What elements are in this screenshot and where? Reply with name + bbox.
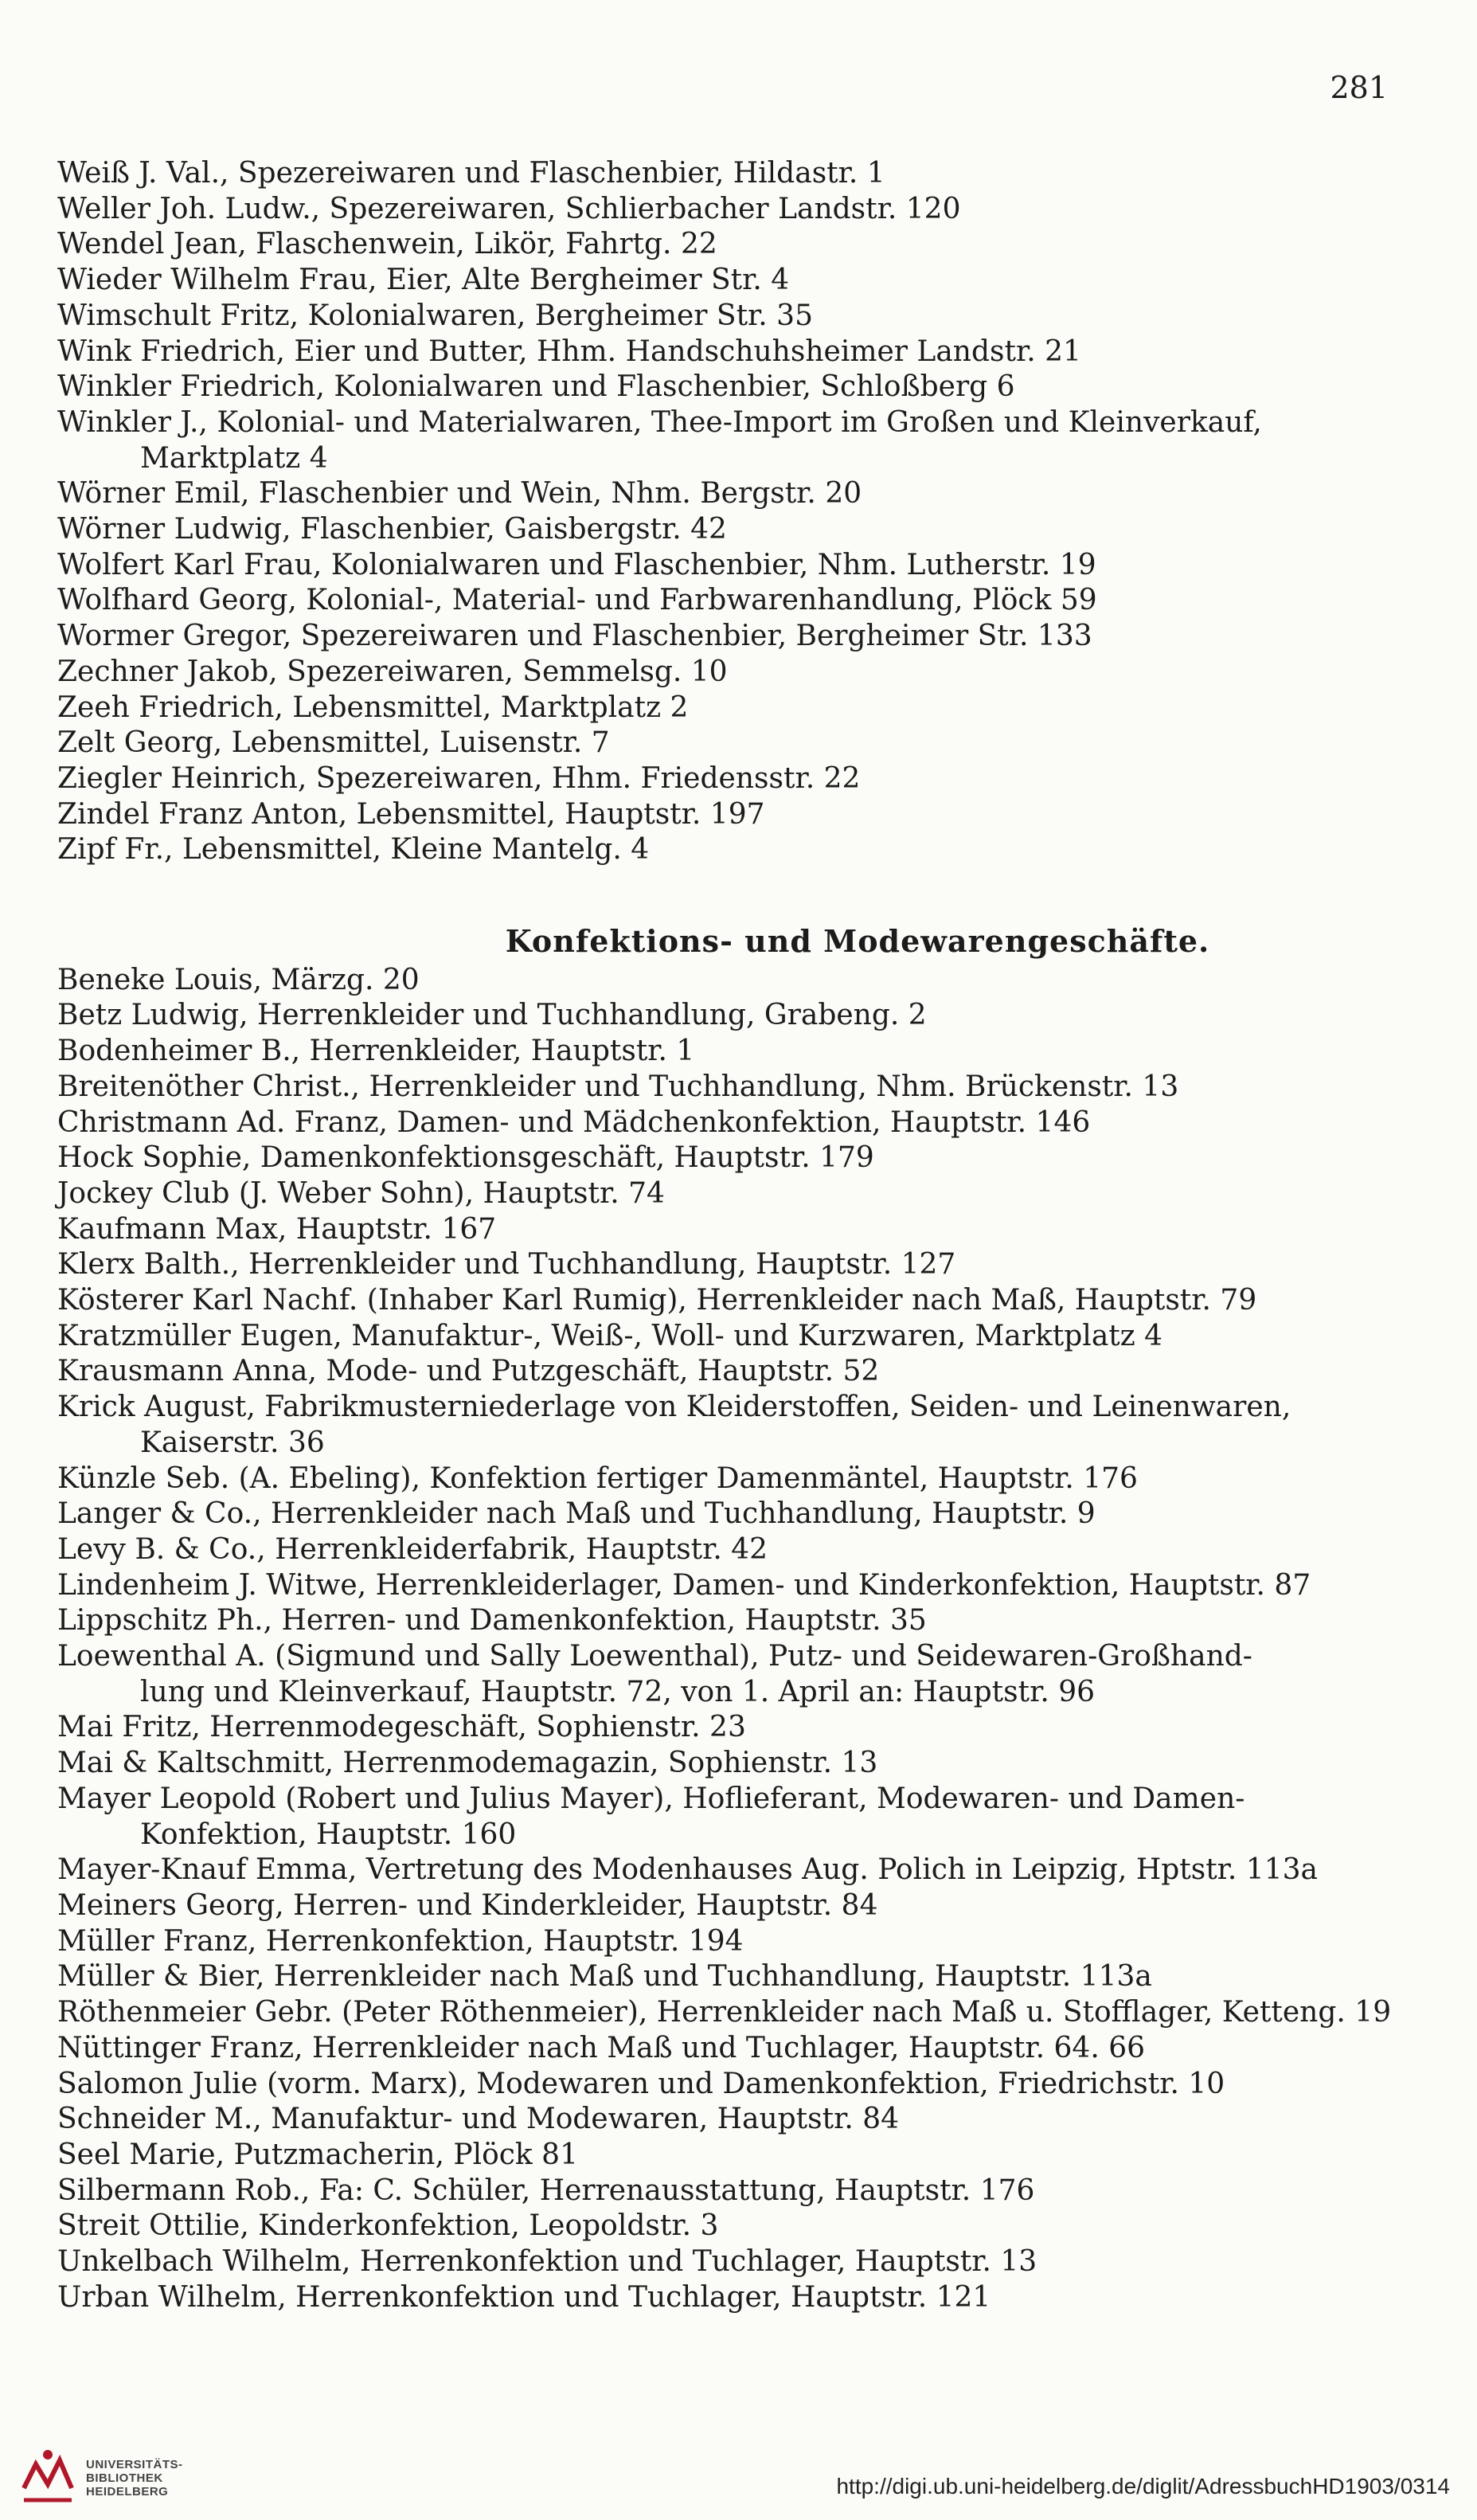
list-item: Weller Joh. Ludw., Spezereiwaren, Schlierbacher Landstr. 120 bbox=[57, 192, 961, 225]
logo-text bbox=[86, 2458, 183, 2498]
list-item: Hock Sophie, Damenkonfektionsgeschäft, Hauptstr. 179 bbox=[57, 1141, 874, 1175]
list-item: Mayer Leopold (Robert und Julius Mayer), Hoflieferant, Modewaren- und Damen- bbox=[57, 1782, 1245, 1815]
list-item: Loewenthal A. (Sigmund und Sally Loewenthal), Putz- und Seidewaren-Großhand- bbox=[57, 1640, 1252, 1673]
list-item: Christmann Ad. Franz, Damen- und Mädchenkonfektion, Hauptstr. 146 bbox=[57, 1105, 1091, 1139]
list-item: Salomon Julie (vorm. Marx), Modewaren und Damenkonfektion, Friedrichstr. 10 bbox=[57, 2067, 1225, 2100]
list-item: Wörner Ludwig, Flaschenbier, Gaisbergstr. 42 bbox=[57, 513, 727, 546]
list-item: Weiß J. Val., Spezereiwaren und Flaschenbier, Hildastr. 1 bbox=[57, 157, 885, 190]
list-item: Streit Ottilie, Kinderkonfektion, Leopoldstr. 3 bbox=[57, 2209, 719, 2243]
list-item: Zeeh Friedrich, Lebensmittel, Marktplatz 2 bbox=[57, 691, 689, 724]
list-item: Beneke Louis, Märzg. 20 bbox=[57, 963, 420, 996]
list-item: Zipf Fr., Lebensmittel, Kleine Mantelg. 4 bbox=[57, 833, 650, 867]
list-item-continuation: Konfektion, Hauptstr. 160 bbox=[140, 1818, 517, 1851]
library-logo[interactable] bbox=[16, 2440, 183, 2517]
list-item: Winkler J., Kolonial- und Materialwaren, Thee-Import im Großen und Kleinverkauf, bbox=[57, 405, 1262, 439]
list-item: Kaufmann Max, Hauptstr. 167 bbox=[57, 1212, 497, 1246]
list-item: Langer & Co., Herrenkleider nach Maß und Tuchhandlung, Hauptstr. 9 bbox=[57, 1497, 1096, 1531]
directory-list-grocers bbox=[57, 156, 1419, 868]
list-item-continuation: lung und Kleinverkauf, Hauptstr. 72, von 1. April an: Hauptstr. 96 bbox=[140, 1675, 1096, 1708]
list-item: Röthenmeier Gebr. (Peter Röthenmeier), Herrenkleider nach Maß u. Stofflager, Ketteng. 19 bbox=[57, 1996, 1392, 2029]
list-item-continuation: Kaiserstr. 36 bbox=[140, 1426, 325, 1459]
list-item: Kösterer Karl Nachf. (Inhaber Karl Rumig), Herrenkleider nach Maß, Hauptstr. 79 bbox=[57, 1284, 1257, 1317]
list-item: Lippschitz Ph., Herren- und Damenkonfektion, Hauptstr. 35 bbox=[57, 1604, 927, 1638]
directory-section-konfektion bbox=[57, 918, 1419, 2315]
list-item: Wörner Emil, Flaschenbier und Wein, Nhm. Bergstr. 20 bbox=[57, 477, 862, 511]
list-item: Wendel Jean, Flaschenwein, Likör, Fahrtg. 22 bbox=[57, 228, 717, 261]
list-item: Wormer Gregor, Spezereiwaren und Flaschenbier, Bergheimer Str. 133 bbox=[57, 620, 1092, 653]
list-item: Wink Friedrich, Eier und Butter, Hhm. Handschuhsheimer Landstr. 21 bbox=[57, 335, 1081, 368]
source-url-link[interactable]: http://digi.ub.uni-heidelberg.de/diglit/AdressbuchHD1903/0314 bbox=[836, 2474, 1450, 2498]
list-item: Unkelbach Wilhelm, Herrenkonfektion und Tuchlager, Hauptstr. 13 bbox=[57, 2245, 1037, 2279]
list-item: Jockey Club (J. Weber Sohn), Hauptstr. 74 bbox=[57, 1176, 665, 1210]
list-item: Lindenheim J. Witwe, Herrenkleiderlager, Damen- und Kinderkonfektion, Hauptstr. 87 bbox=[57, 1568, 1311, 1602]
list-item: Breitenöther Christ., Herrenkleider und Tuchhandlung, Nhm. Brückenstr. 13 bbox=[57, 1070, 1179, 1103]
list-item: Zelt Georg, Lebensmittel, Luisenstr. 7 bbox=[57, 726, 610, 760]
list-item: Bodenheimer B., Herrenkleider, Hauptstr. 1 bbox=[57, 1035, 695, 1068]
list-item: Klerx Balth., Herrenkleider und Tuchhandlung, Hauptstr. 127 bbox=[57, 1248, 956, 1282]
list-item: Meiners Georg, Herren- und Kinderkleider, Hauptstr. 84 bbox=[57, 1888, 878, 1922]
list-item: Levy B. & Co., Herrenkleiderfabrik, Hauptstr. 42 bbox=[57, 1532, 768, 1566]
list-item: Krick August, Fabrikmusterniederlage von Kleiderstoffen, Seiden- und Leinenwaren, bbox=[57, 1391, 1291, 1424]
logo-line-3: HEIDELBERG bbox=[86, 2485, 169, 2498]
list-item: Künzle Seb. (A. Ebeling), Konfektion fertiger Damenmäntel, Hauptstr. 176 bbox=[57, 1462, 1138, 1495]
list-item: Mayer-Knauf Emma, Vertretung des Modenhauses Aug. Polich in Leipzig, Hptstr. 113a bbox=[57, 1853, 1318, 1887]
list-item: Kratzmüller Eugen, Manufaktur-, Weiß-, Woll- und Kurzwaren, Marktplatz 4 bbox=[57, 1319, 1163, 1352]
directory-list-konfektion bbox=[57, 963, 1419, 2316]
list-item: Wimschult Fritz, Kolonialwaren, Bergheimer Str. 35 bbox=[57, 299, 813, 332]
heidelberg-library-logo-icon bbox=[16, 2440, 80, 2517]
list-item: Urban Wilhelm, Herrenkonfektion und Tuchlager, Hauptstr. 121 bbox=[57, 2280, 991, 2314]
list-item: Müller & Bier, Herrenkleider nach Maß und Tuchhandlung, Hauptstr. 113a bbox=[57, 1960, 1152, 1994]
list-item: Schneider M., Manufaktur- und Modewaren, Hauptstr. 84 bbox=[57, 2103, 900, 2136]
list-item: Mai & Kaltschmitt, Herrenmodemagazin, Sophienstr. 13 bbox=[57, 1747, 878, 1780]
list-item: Seel Marie, Putzmacherin, Plöck 81 bbox=[57, 2138, 578, 2171]
list-item: Mai Fritz, Herrenmodegeschäft, Sophienstr. 23 bbox=[57, 1711, 746, 1744]
list-item: Nüttinger Franz, Herrenkleider nach Maß und Tuchlager, Hauptstr. 64. 66 bbox=[57, 2031, 1146, 2064]
page-footer bbox=[0, 2437, 1477, 2520]
list-item: Wolfhard Georg, Kolonial-, Material- und Farbwarenhandlung, Plöck 59 bbox=[57, 584, 1097, 617]
list-item: Betz Ludwig, Herrenkleider und Tuchhandlung, Grabeng. 2 bbox=[57, 999, 927, 1032]
list-item: Zechner Jakob, Spezereiwaren, Semmelsg. 10 bbox=[57, 655, 728, 688]
list-item: Wieder Wilhelm Frau, Eier, Alte Bergheimer Str. 4 bbox=[57, 264, 790, 297]
logo-line-1: UNIVERSITÄTS- bbox=[86, 2458, 183, 2471]
list-item: Wolfert Karl Frau, Kolonialwaren und Flaschenbier, Nhm. Lutherstr. 19 bbox=[57, 548, 1096, 581]
list-item: Ziegler Heinrich, Spezereiwaren, Hhm. Friedensstr. 22 bbox=[57, 761, 861, 795]
logo-line-2: BIBLIOTHEK bbox=[86, 2471, 163, 2485]
section-heading: Konfektions- und Modewarengeschäfte. bbox=[505, 923, 1210, 959]
list-item: Winkler Friedrich, Kolonialwaren und Flaschenbier, Schloßberg 6 bbox=[57, 370, 1015, 404]
list-item: Krausmann Anna, Mode- und Putzgeschäft, Hauptstr. 52 bbox=[57, 1355, 880, 1388]
list-item-continuation: Marktplatz 4 bbox=[140, 441, 328, 475]
list-item: Silbermann Rob., Fa: C. Schüler, Herrenausstattung, Hauptstr. 176 bbox=[57, 2174, 1035, 2207]
list-item: Müller Franz, Herrenkonfektion, Hauptstr. 194 bbox=[57, 1924, 744, 1958]
list-item: Zindel Franz Anton, Lebensmittel, Hauptstr. 197 bbox=[57, 797, 765, 831]
page-number: 281 bbox=[1330, 70, 1388, 105]
